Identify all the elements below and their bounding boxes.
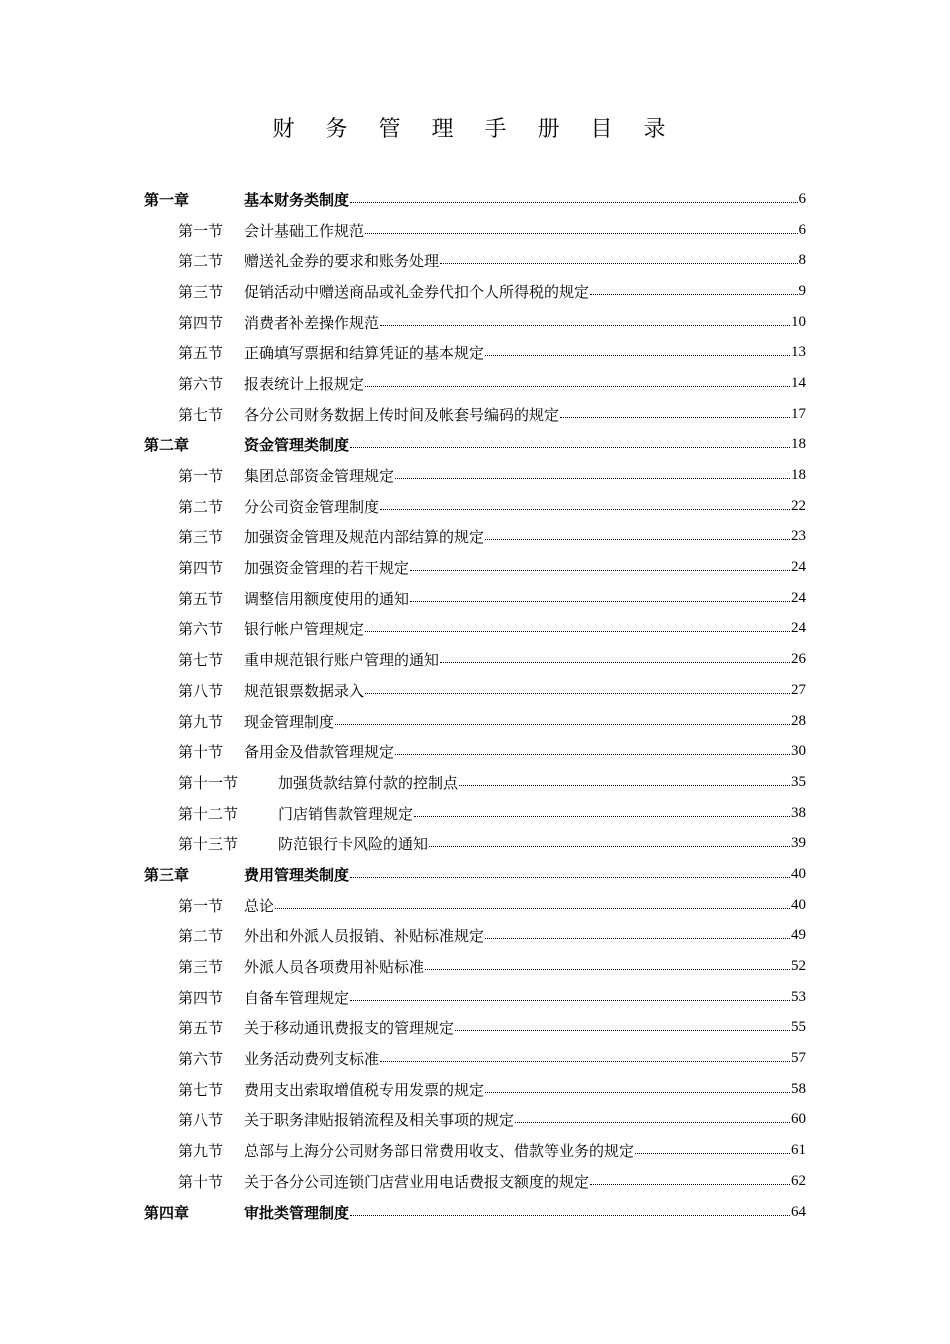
toc-section-entry[interactable]: [144, 491, 806, 522]
section-number: 第三节: [178, 528, 224, 547]
section-number: 第七节: [178, 405, 224, 424]
dot-leader: [459, 785, 790, 786]
dot-leader: [485, 938, 790, 939]
section-number: 第八节: [178, 1111, 224, 1130]
section-title: 防范银行卡风险的通知: [278, 835, 429, 854]
dot-leader: [440, 662, 790, 663]
section-number: 第五节: [178, 344, 224, 363]
page-number: 13: [791, 344, 806, 361]
page-number: 23: [791, 528, 806, 545]
section-number: 第十节: [178, 743, 224, 762]
toc-section-entry[interactable]: [144, 215, 806, 246]
section-title: 银行帐户管理规定: [244, 620, 365, 639]
toc-section-entry[interactable]: [144, 1013, 806, 1044]
section-title: 加强资金管理的若干规定: [244, 559, 410, 578]
section-number: 第四节: [178, 988, 224, 1007]
section-number: 第九节: [178, 1142, 224, 1161]
section-title: 报表统计上报规定: [244, 374, 365, 393]
section-title: 加强货款结算付款的控制点: [278, 773, 459, 792]
toc-section-entry[interactable]: [144, 982, 806, 1013]
page-number: 24: [791, 620, 806, 637]
dot-leader: [485, 1092, 790, 1093]
section-number: 第十一节: [178, 773, 239, 792]
toc-chapter-entry[interactable]: [144, 859, 806, 890]
section-title: 备用金及借款管理规定: [244, 743, 395, 762]
page-number: 49: [791, 927, 806, 944]
section-number: 第五节: [178, 1019, 224, 1038]
section-title: 消费者补差操作规范: [244, 313, 380, 332]
section-number: 第四节: [178, 313, 224, 332]
page-number: 24: [791, 589, 806, 606]
chapter-title: 基本财务类制度: [244, 190, 350, 209]
dot-leader: [440, 263, 797, 264]
dot-leader: [380, 1061, 790, 1062]
dot-leader: [395, 478, 790, 479]
chapter-title: 审批类管理制度: [244, 1203, 350, 1222]
page-number: 38: [791, 804, 806, 821]
page-number: 60: [791, 1111, 806, 1128]
toc-section-entry[interactable]: [144, 736, 806, 767]
page-number: 26: [791, 651, 806, 668]
section-title: 规范银票数据录入: [244, 681, 365, 700]
dot-leader: [560, 417, 790, 418]
section-title: 加强资金管理及规范内部结算的规定: [244, 528, 485, 547]
section-title: 集团总部资金管理规定: [244, 467, 395, 486]
dot-leader: [365, 693, 790, 694]
toc-section-entry[interactable]: [144, 644, 806, 675]
section-number: 第六节: [178, 374, 224, 393]
page-number: 58: [791, 1080, 806, 1097]
section-number: 第二节: [178, 497, 224, 516]
table-of-contents: [144, 184, 806, 1227]
page-number: 10: [791, 313, 806, 330]
toc-section-entry[interactable]: [144, 337, 806, 368]
section-number: 第十三节: [178, 835, 239, 854]
toc-section-entry[interactable]: [144, 552, 806, 583]
section-title: 外派人员各项费用补贴标准: [244, 958, 425, 977]
dot-leader: [380, 325, 790, 326]
section-title: 会计基础工作规范: [244, 221, 365, 240]
dot-leader: [350, 1000, 790, 1001]
dot-leader: [365, 233, 797, 234]
page-number: 53: [791, 988, 806, 1005]
dot-leader: [335, 724, 790, 725]
toc-section-entry[interactable]: [144, 522, 806, 553]
page-number: 24: [791, 559, 806, 576]
section-title: 总论: [244, 896, 275, 915]
page-number: 27: [791, 681, 806, 698]
section-number: 第一节: [178, 221, 224, 240]
section-number: 第十二节: [178, 804, 239, 823]
dot-leader: [590, 1184, 790, 1185]
toc-section-entry[interactable]: [144, 828, 806, 859]
section-title: 外出和外派人员报销、补贴标准规定: [244, 927, 485, 946]
section-title: 门店销售款管理规定: [278, 804, 414, 823]
dot-leader: [485, 355, 790, 356]
chapter-number: 第四章: [144, 1203, 190, 1222]
toc-section-entry[interactable]: [144, 767, 806, 798]
page-number: 35: [791, 773, 806, 790]
dot-leader: [275, 908, 790, 909]
section-number: 第三节: [178, 282, 224, 301]
page-number: 6: [798, 221, 806, 238]
toc-section-entry[interactable]: [144, 951, 806, 982]
toc-section-entry[interactable]: [144, 614, 806, 645]
toc-section-entry[interactable]: [144, 276, 806, 307]
page-number: 18: [791, 467, 806, 484]
page-number: 9: [798, 282, 806, 299]
toc-section-entry[interactable]: [144, 1074, 806, 1105]
toc-section-entry[interactable]: [144, 1135, 806, 1166]
toc-section-entry[interactable]: [144, 890, 806, 921]
dot-leader: [455, 1030, 790, 1031]
toc-section-entry[interactable]: [144, 706, 806, 737]
page-number: 40: [791, 865, 806, 882]
dot-leader: [485, 539, 790, 540]
chapter-number: 第二章: [144, 436, 190, 455]
section-title: 自备车管理规定: [244, 988, 350, 1007]
section-title: 关于移动通讯费报支的管理规定: [244, 1019, 455, 1038]
page-number: 22: [791, 497, 806, 514]
section-number: 第六节: [178, 1050, 224, 1069]
page-number: 17: [791, 405, 806, 422]
chapter-number: 第三章: [144, 865, 190, 884]
toc-chapter-entry[interactable]: [144, 1197, 806, 1228]
page-number: 52: [791, 958, 806, 975]
page-number: 39: [791, 835, 806, 852]
section-title: 总部与上海分公司财务部日常费用收支、借款等业务的规定: [244, 1142, 635, 1161]
section-title: 关于各分公司连锁门店营业用电话费报支额度的规定: [244, 1172, 590, 1191]
toc-chapter-entry[interactable]: [144, 184, 806, 215]
dot-leader: [590, 294, 797, 295]
section-title: 费用支出索取增值税专用发票的规定: [244, 1080, 485, 1099]
section-number: 第五节: [178, 589, 224, 608]
section-title: 各分公司财务数据上传时间及帐套号编码的规定: [244, 405, 560, 424]
dot-leader: [350, 202, 797, 203]
dot-leader: [380, 509, 790, 510]
dot-leader: [395, 754, 790, 755]
page-number: 8: [798, 252, 806, 269]
chapter-number: 第一章: [144, 190, 190, 209]
dot-leader: [410, 601, 790, 602]
section-title: 关于职务津贴报销流程及相关事项的规定: [244, 1111, 515, 1130]
toc-chapter-entry[interactable]: [144, 430, 806, 461]
page-number: 28: [791, 712, 806, 729]
toc-section-entry[interactable]: [144, 921, 806, 952]
dot-leader: [350, 447, 790, 448]
section-title: 促销活动中赠送商品或礼金券代扣个人所得税的规定: [244, 282, 590, 301]
page-number: 30: [791, 743, 806, 760]
page-number: 14: [791, 374, 806, 391]
dot-leader: [425, 969, 790, 970]
toc-section-entry[interactable]: [144, 798, 806, 829]
toc-section-entry[interactable]: [144, 368, 806, 399]
section-number: 第一节: [178, 467, 224, 486]
dot-leader: [410, 570, 790, 571]
chapter-title: 费用管理类制度: [244, 865, 350, 884]
page-number: 18: [791, 436, 806, 453]
section-number: 第六节: [178, 620, 224, 639]
toc-section-entry[interactable]: [144, 675, 806, 706]
section-number: 第一节: [178, 896, 224, 915]
section-title: 重申规范银行账户管理的通知: [244, 651, 440, 670]
section-title: 赠送礼金券的要求和账务处理: [244, 252, 440, 271]
page-number: 62: [791, 1172, 806, 1189]
section-title: 调整信用额度使用的通知: [244, 589, 410, 608]
toc-section-entry[interactable]: [144, 1043, 806, 1074]
dot-leader: [350, 877, 790, 878]
section-number: 第九节: [178, 712, 224, 731]
section-title: 业务活动费列支标准: [244, 1050, 380, 1069]
section-title: 现金管理制度: [244, 712, 335, 731]
section-number: 第七节: [178, 1080, 224, 1099]
toc-section-entry[interactable]: [144, 583, 806, 614]
section-number: 第三节: [178, 958, 224, 977]
section-title: 正确填写票据和结算凭证的基本规定: [244, 344, 485, 363]
toc-section-entry[interactable]: [144, 1105, 806, 1136]
page-number: 40: [791, 896, 806, 913]
chapter-title: 资金管理类制度: [244, 436, 350, 455]
section-number: 第四节: [178, 559, 224, 578]
toc-section-entry[interactable]: [144, 460, 806, 491]
section-number: 第八节: [178, 681, 224, 700]
page-number: 55: [791, 1019, 806, 1036]
toc-section-entry[interactable]: [144, 307, 806, 338]
section-number: 第二节: [178, 252, 224, 271]
section-number: 第十节: [178, 1172, 224, 1191]
dot-leader: [365, 631, 790, 632]
dot-leader: [429, 846, 790, 847]
dot-leader: [350, 1215, 790, 1216]
dot-leader: [635, 1153, 790, 1154]
section-number: 第二节: [178, 927, 224, 946]
page-number: 61: [791, 1142, 806, 1159]
dot-leader: [414, 816, 790, 817]
toc-section-entry[interactable]: [144, 399, 806, 430]
toc-section-entry[interactable]: [144, 1166, 806, 1197]
page-number: 64: [791, 1203, 806, 1220]
toc-section-entry[interactable]: [144, 245, 806, 276]
dot-leader: [515, 1122, 790, 1123]
page-number: 57: [791, 1050, 806, 1067]
section-title: 分公司资金管理制度: [244, 497, 380, 516]
dot-leader: [365, 386, 790, 387]
section-number: 第七节: [178, 651, 224, 670]
page-number: 6: [798, 190, 806, 207]
page-title: 财 务 管 理 手 册 目 录: [272, 117, 678, 142]
